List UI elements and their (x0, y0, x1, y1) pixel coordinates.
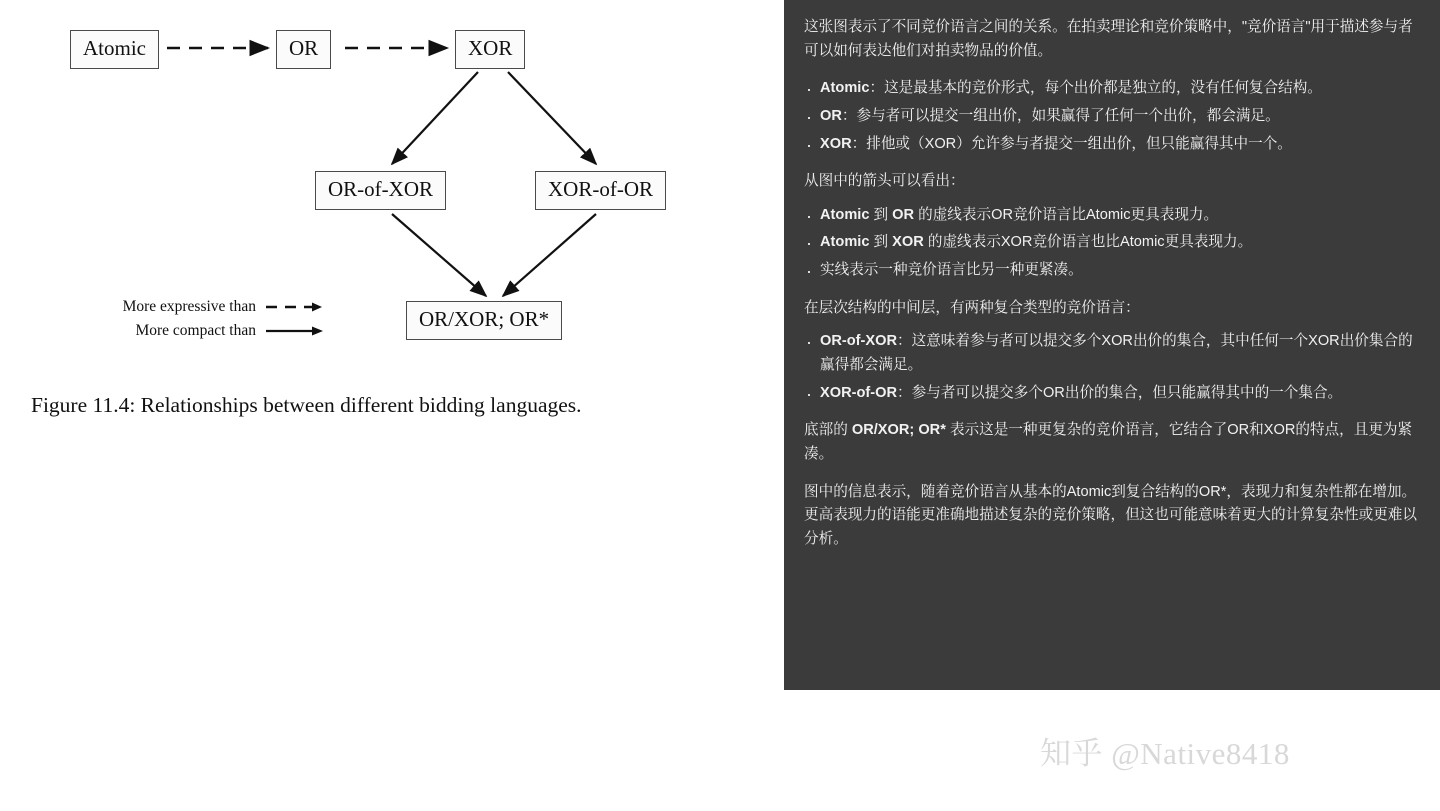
bottom-note (804, 419, 1418, 466)
list-item (804, 204, 1418, 228)
list-item (804, 330, 1418, 377)
middle-layer-heading: 在层次结构的中间层，有两种复合类型的竞价语言： (804, 299, 1140, 316)
list-item (804, 133, 1418, 157)
arrow-3-text: 实线表示一种竞价语言比另一种更紧凑。 (820, 262, 1083, 279)
node-or-xor-star: OR/XOR; OR* (406, 301, 562, 340)
figure-caption: Figure 11.4: Relationships between different bidding languages. (31, 393, 582, 417)
dashed-arrow-icon (262, 296, 330, 318)
arrow-1-to: OR (892, 206, 915, 223)
list-item (804, 231, 1418, 255)
node-atomic: Atomic (70, 30, 159, 69)
term-xor: XOR (820, 135, 852, 152)
middle-layer-list (804, 330, 1418, 405)
term-or: OR (820, 107, 842, 124)
bidding-language-diagram (0, 0, 784, 370)
diagram-legend (60, 296, 330, 344)
legend-row-compact (60, 320, 330, 344)
explanation-intro: 这张图表示了不同竞价语言之间的关系。在拍卖理论和竞价策略中，"竞价语言"用于描述参与者可以如何表达他们对拍卖物品的价值。 (804, 19, 1413, 59)
arrow-2-to: XOR (892, 234, 924, 251)
explanation-panel (784, 0, 1440, 811)
term-xor-of-or-text: ：参与者可以提交多个OR出价的集合，但只能赢得其中的一个集合。 (897, 384, 1343, 401)
node-xor: XOR (455, 30, 525, 69)
arrow-1-mid: 到 (869, 206, 893, 223)
arrow-2-mid: 到 (869, 234, 893, 251)
edge-xor-of-or-to-orxor (503, 214, 596, 296)
arrow-1-text: 的虚线表示OR竞价语言比Atomic更具表现力。 (914, 206, 1219, 223)
list-item (804, 259, 1418, 283)
list-item (804, 382, 1418, 406)
explanation-card (784, 0, 1440, 690)
arrow-2-text: 的虚线表示XOR竞价语言也比Atomic更具表现力。 (923, 234, 1253, 251)
node-or: OR (276, 30, 331, 69)
explanation-conclusion: 图中的信息表示，随着竞价语言从基本的Atomic到复合结构的OR*，表现力和复杂性都在增加。更高表现力的语能更准确地描述复杂的竞价策略，但这也可能意味着更大的计算复杂性或更难以分析。 (804, 483, 1417, 547)
arrow-1-from: Atomic (820, 206, 870, 223)
bottom-note-prefix: 底部的 (804, 422, 852, 439)
legend-row-expressive (60, 296, 330, 320)
definition-list (804, 77, 1418, 156)
term-atomic-text: ：这是最基本的竞价形式，每个出价都是独立的，没有任何复合结构。 (869, 80, 1322, 97)
term-atomic: Atomic (820, 80, 870, 97)
node-xor-of-or: XOR-of-OR (535, 171, 666, 210)
edge-or-of-xor-to-orxor (392, 214, 486, 296)
term-or-of-xor-text: ：这意味着参与者可以提交多个XOR出价的集合，其中任何一个XOR出价集合的赢得都会满足。 (820, 333, 1413, 374)
legend-label-expressive: More expressive than (122, 298, 256, 315)
bottom-note-text: 表示这是一种更复杂的竞价语言，它结合了OR和XOR的特点，且更为紧凑。 (804, 422, 1413, 462)
term-or-text: ：参与者可以提交一组出价，如果赢得了任何一个出价，都会满足。 (841, 107, 1280, 124)
arrows-heading: 从图中的箭头可以看出： (804, 173, 965, 190)
edge-xor-to-or-of-xor (392, 72, 478, 164)
bottom-note-term: OR/XOR; OR* (851, 422, 946, 439)
term-or-of-xor: OR-of-XOR (820, 333, 898, 350)
watermark-handle: @Native8418 (1111, 736, 1290, 771)
node-or-of-xor: OR-of-XOR (315, 171, 446, 210)
list-item (804, 77, 1418, 101)
list-item (804, 105, 1418, 129)
legend-label-compact: More compact than (135, 322, 256, 339)
solid-arrow-icon (262, 320, 330, 342)
term-xor-text: ：排他或（XOR）允许参与者提交一组出价，但只能赢得其中一个。 (851, 135, 1292, 152)
arrow-explanation-list (804, 204, 1418, 283)
arrow-2-from: Atomic (820, 234, 870, 251)
edge-xor-to-xor-of-or (508, 72, 596, 164)
zhihu-logo-icon: 知乎 (1040, 736, 1103, 771)
term-xor-of-or: XOR-of-OR (820, 384, 898, 401)
watermark (1040, 728, 1290, 773)
